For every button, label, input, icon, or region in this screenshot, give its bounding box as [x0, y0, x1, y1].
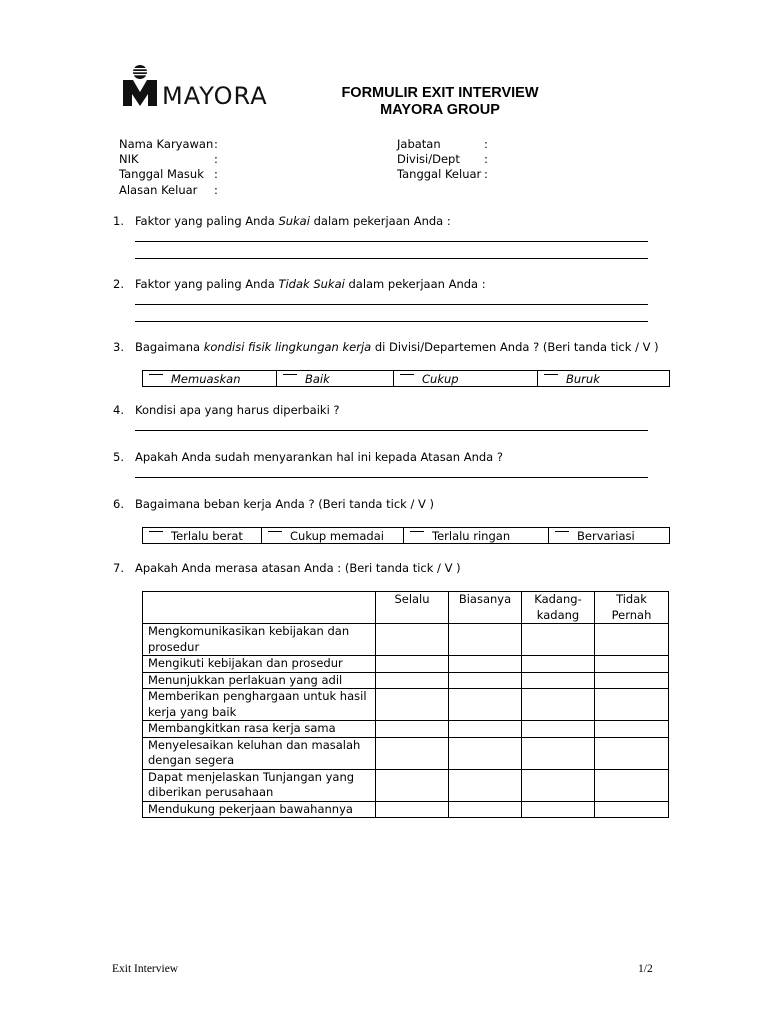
tick-line: [149, 374, 163, 375]
rating-cell[interactable]: [376, 689, 449, 721]
q3-option-buruk[interactable]: Buruk: [538, 371, 667, 386]
field-alasan-keluar: Alasan Keluar: [119, 183, 198, 197]
table-row: [143, 721, 669, 738]
rating-cell[interactable]: [595, 689, 669, 721]
table-row: [143, 624, 669, 656]
mayora-logo: [120, 62, 280, 112]
answer-line[interactable]: [135, 430, 648, 431]
field-nik: NIK: [119, 152, 139, 166]
tick-line: [268, 531, 282, 532]
row-label: Dapat menjelaskan Tunjangan yang diberikan perusahaan: [143, 769, 376, 801]
question-5: Apakah Anda sudah menyarankan hal ini kepada Atasan Anda ?: [135, 450, 503, 464]
row-label: Menunjukkan perlakuan yang adil: [143, 672, 376, 689]
row-label: Mengkomunikasikan kebijakan dan prosedur: [143, 624, 376, 656]
rating-cell[interactable]: [522, 689, 595, 721]
rating-cell[interactable]: [522, 801, 595, 818]
question-number: 5.: [113, 450, 124, 464]
rating-cell[interactable]: [595, 672, 669, 689]
q3-option-baik[interactable]: Baik: [277, 371, 394, 386]
rating-cell[interactable]: [449, 801, 522, 818]
table-header-blank: [143, 592, 376, 624]
question-7: Apakah Anda merasa atasan Anda : (Beri tanda tick / V ): [135, 561, 461, 575]
tick-line: [410, 531, 424, 532]
row-label: Menyelesaikan keluhan dan masalah dengan segera: [143, 737, 376, 769]
table-header-row: [143, 592, 669, 624]
brand-name: MAYORA: [162, 82, 268, 110]
field-tanggal-masuk: Tanggal Masuk: [119, 167, 204, 181]
answer-line[interactable]: [135, 241, 648, 242]
q6-option-terlalu-ringan[interactable]: Terlalu ringan: [404, 528, 549, 543]
rating-cell[interactable]: [522, 769, 595, 801]
rating-cell[interactable]: [376, 769, 449, 801]
rating-cell[interactable]: [522, 721, 595, 738]
rating-cell[interactable]: [449, 737, 522, 769]
question-number: 7.: [113, 561, 124, 575]
q3-options: [142, 370, 670, 387]
rating-cell[interactable]: [522, 624, 595, 656]
form-subtitle: MAYORA GROUP: [380, 102, 500, 118]
row-label: Mengikuti kebijakan dan prosedur: [143, 656, 376, 673]
rating-cell[interactable]: [595, 721, 669, 738]
q7-rating-table: [142, 591, 669, 818]
colon: :: [214, 152, 218, 166]
tick-line: [149, 531, 163, 532]
table-row: [143, 737, 669, 769]
question-number: 1.: [113, 214, 124, 228]
question-number: 3.: [113, 340, 124, 354]
colon: :: [214, 167, 218, 181]
q3-option-cukup[interactable]: Cukup: [394, 371, 538, 386]
question-number: 2.: [113, 277, 124, 291]
rating-cell[interactable]: [449, 769, 522, 801]
q6-option-bervariasi[interactable]: Bervariasi: [549, 528, 667, 543]
question-2: Faktor yang paling Anda Tidak Sukai dalam pekerjaan Anda :: [135, 277, 486, 291]
field-nama-karyawan: Nama Karyawan: [119, 137, 214, 151]
col-header-kadang-kadang: Kadang- kadang: [522, 592, 595, 624]
answer-line[interactable]: [135, 258, 648, 259]
col-header-biasanya: Biasanya: [449, 592, 522, 624]
q6-option-terlalu-berat[interactable]: Terlalu berat: [143, 528, 262, 543]
rating-cell[interactable]: [595, 624, 669, 656]
rating-cell[interactable]: [376, 721, 449, 738]
table-row: [143, 801, 669, 818]
field-divisi-dept: Divisi/Dept: [397, 152, 460, 166]
table-row: [143, 689, 669, 721]
rating-cell[interactable]: [449, 656, 522, 673]
colon: :: [214, 183, 218, 197]
rating-cell[interactable]: [449, 721, 522, 738]
col-header-selalu: Selalu: [376, 592, 449, 624]
rating-cell[interactable]: [449, 689, 522, 721]
col-header-tidak-pernah: Tidak Pernah: [595, 592, 669, 624]
rating-cell[interactable]: [376, 656, 449, 673]
question-3: Bagaimana kondisi fisik lingkungan kerja di Divisi/Departemen Anda ? (Beri tanda tick / V ): [135, 340, 659, 354]
field-tanggal-keluar: Tanggal Keluar: [397, 167, 482, 181]
rating-cell[interactable]: [376, 624, 449, 656]
rating-cell[interactable]: [376, 801, 449, 818]
colon: :: [484, 152, 488, 166]
rating-cell[interactable]: [595, 656, 669, 673]
question-1: Faktor yang paling Anda Sukai dalam pekerjaan Anda :: [135, 214, 451, 228]
question-number: 4.: [113, 403, 124, 417]
row-label: Membangkitkan rasa kerja sama: [143, 721, 376, 738]
rating-cell[interactable]: [376, 737, 449, 769]
tick-line: [544, 374, 558, 375]
question-6: Bagaimana beban kerja Anda ? (Beri tanda tick / V ): [135, 497, 435, 511]
row-label: Mendukung pekerjaan bawahannya: [143, 801, 376, 818]
q6-options: [142, 527, 670, 544]
rating-cell[interactable]: [595, 801, 669, 818]
rating-cell[interactable]: [449, 624, 522, 656]
row-label: Memberikan penghargaan untuk hasil kerja yang baik: [143, 689, 376, 721]
colon: :: [484, 137, 488, 151]
rating-cell[interactable]: [376, 672, 449, 689]
rating-cell[interactable]: [522, 656, 595, 673]
tick-line: [400, 374, 414, 375]
table-row: [143, 769, 669, 801]
tick-line: [283, 374, 297, 375]
answer-line[interactable]: [135, 477, 648, 478]
table-row: [143, 672, 669, 689]
mayora-emblem-icon: [120, 62, 160, 108]
rating-cell[interactable]: [595, 769, 669, 801]
q3-option-memuaskan[interactable]: Memuaskan: [143, 371, 277, 386]
form-title: FORMULIR EXIT INTERVIEW: [341, 85, 539, 101]
rating-cell[interactable]: [522, 672, 595, 689]
rating-cell[interactable]: [595, 737, 669, 769]
table-row: [143, 656, 669, 673]
question-number: 6.: [113, 497, 124, 511]
question-4: Kondisi apa yang harus diperbaiki ?: [135, 403, 340, 417]
rating-cell[interactable]: [522, 737, 595, 769]
colon: :: [484, 167, 488, 181]
rating-cell[interactable]: [449, 672, 522, 689]
page-number: 1/2: [638, 963, 653, 975]
answer-line[interactable]: [135, 304, 648, 305]
tick-line: [555, 531, 569, 532]
field-jabatan: Jabatan: [397, 137, 441, 151]
answer-line[interactable]: [135, 321, 648, 322]
q6-option-cukup-memadai[interactable]: Cukup memadai: [262, 528, 404, 543]
colon: :: [214, 137, 218, 151]
footer-title: Exit Interview: [112, 963, 179, 975]
